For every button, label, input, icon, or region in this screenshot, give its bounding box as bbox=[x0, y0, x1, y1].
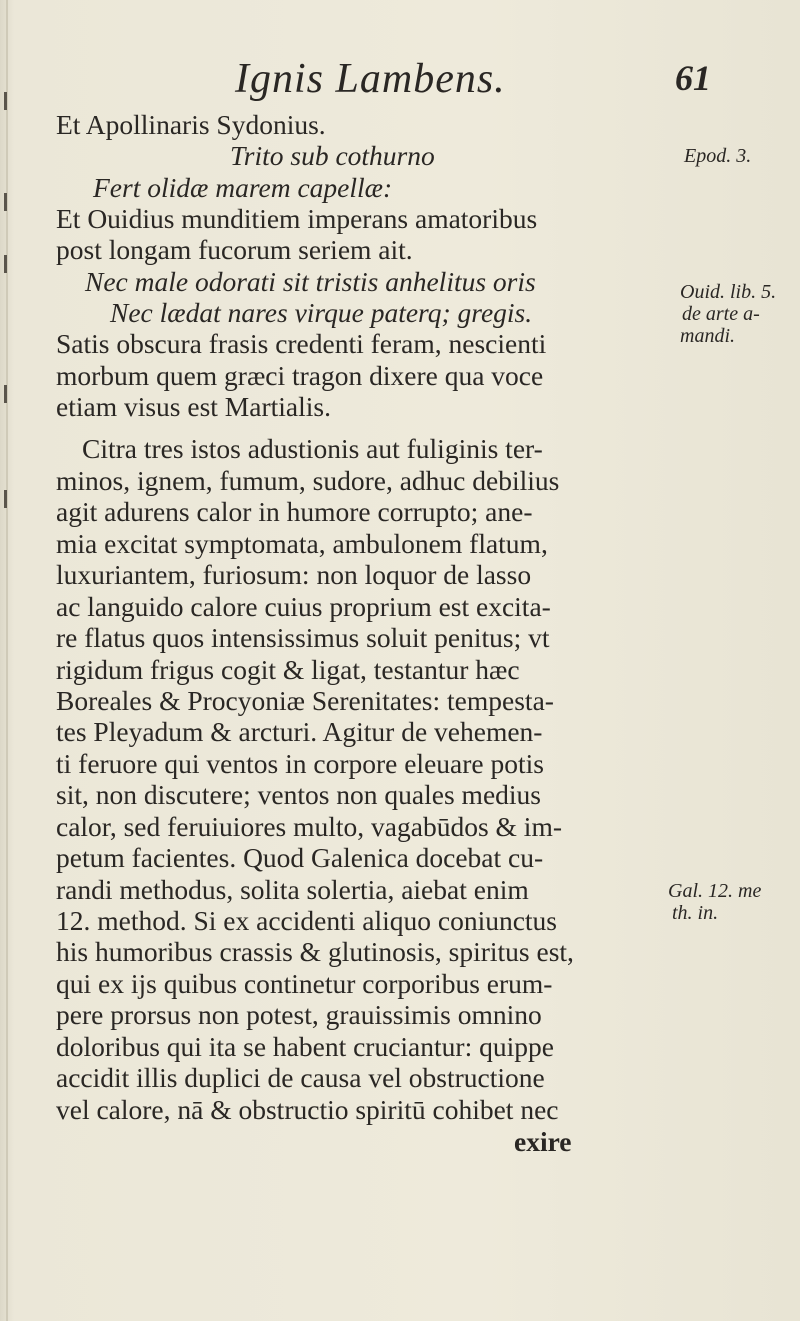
running-head: Ignis Lambens. bbox=[235, 56, 506, 102]
text-line: Boreales & Procyoniæ Serenitates: tempesta- bbox=[56, 685, 554, 716]
margin-note-mandi: mandi. bbox=[680, 325, 735, 347]
text-line: Nec lædat nares virque paterq; gregis. bbox=[110, 297, 533, 328]
text-line: vel calore, nā & obstructio spiritū cohibet nec bbox=[56, 1094, 559, 1125]
text-line: qui ex ijs quibus continetur corporibus erum- bbox=[56, 968, 553, 999]
text-line: mia excitat symptomata, ambulonem flatum, bbox=[56, 528, 548, 559]
text-line: post longam fucorum seriem ait. bbox=[56, 234, 413, 265]
text-line: calor, sed feruiuiores multo, vagabūdos & im- bbox=[56, 811, 562, 842]
text-line: tes Pleyadum & arcturi. Agitur de vehemen- bbox=[56, 716, 543, 747]
margin-tick bbox=[4, 385, 7, 403]
margin-tick bbox=[4, 490, 7, 508]
text-line: his humoribus crassis & glutinosis, spiritus est, bbox=[56, 936, 574, 967]
margin-note-ouid: Ouid. lib. 5. bbox=[680, 281, 777, 303]
text-line: Citra tres istos adustionis aut fuliginis ter- bbox=[82, 433, 543, 464]
margin-note-de-arte: de arte a- bbox=[682, 303, 760, 325]
text-line: luxuriantem, furiosum: non loquor de lasso bbox=[56, 559, 532, 590]
text-line: Satis obscura frasis credenti feram, nescienti bbox=[56, 328, 547, 359]
text-line: re flatus quos intensissimus soluit penitus; vt bbox=[56, 622, 550, 653]
text-line: pere prorsus non potest, grauissimis omnino bbox=[56, 999, 542, 1030]
page-number: 61 bbox=[675, 58, 711, 98]
text-line: Trito sub cothurno bbox=[230, 140, 435, 171]
text-line: morbum quem græci tragon dixere qua voce bbox=[56, 360, 544, 391]
catchword: exire bbox=[514, 1126, 572, 1157]
text-line: petum facientes. Quod Galenica docebat cu- bbox=[56, 842, 544, 873]
text-line: 12. method. Si ex accidenti aliquo coniunctus bbox=[56, 905, 558, 936]
text-line: Et Apollinaris Sydonius. bbox=[56, 109, 326, 140]
text-line: ti feruore qui ventos in corpore eleuare potis bbox=[56, 748, 544, 779]
text-line: randi methodus, solita solertia, aiebat enim bbox=[56, 874, 529, 905]
text-line: sit, non discutere; ventos non quales medius bbox=[56, 779, 541, 810]
text-line: accidit illis duplici de causa vel obstructione bbox=[56, 1062, 545, 1093]
text-line: agit adurens calor in humore corrupto; ane- bbox=[56, 496, 533, 527]
text-line: rigidum frigus cogit & ligat, testantur hæc bbox=[56, 654, 520, 685]
text-line: doloribus qui ita se habent cruciantur: quippe bbox=[56, 1031, 554, 1062]
margin-note-th-in: th. in. bbox=[672, 902, 719, 924]
margin-note-epod: Epod. 3. bbox=[684, 145, 752, 167]
text-line: Et Ouidius munditiem imperans amatoribus bbox=[56, 203, 538, 234]
page-header bbox=[0, 55, 800, 105]
text-line: ac languido calore cuius proprium est excita- bbox=[56, 591, 551, 622]
margin-tick bbox=[4, 255, 7, 273]
margin-tick bbox=[4, 193, 7, 211]
text-line: Fert olidæ marem capellæ: bbox=[93, 172, 393, 203]
text-line: Nec male odorati sit tristis anhelitus oris bbox=[85, 266, 536, 297]
text-line: minos, ignem, fumum, sudore, adhuc debilius bbox=[56, 465, 560, 496]
margin-note-gal: Gal. 12. me bbox=[668, 880, 762, 902]
text-line: etiam visus est Martialis. bbox=[56, 391, 331, 422]
